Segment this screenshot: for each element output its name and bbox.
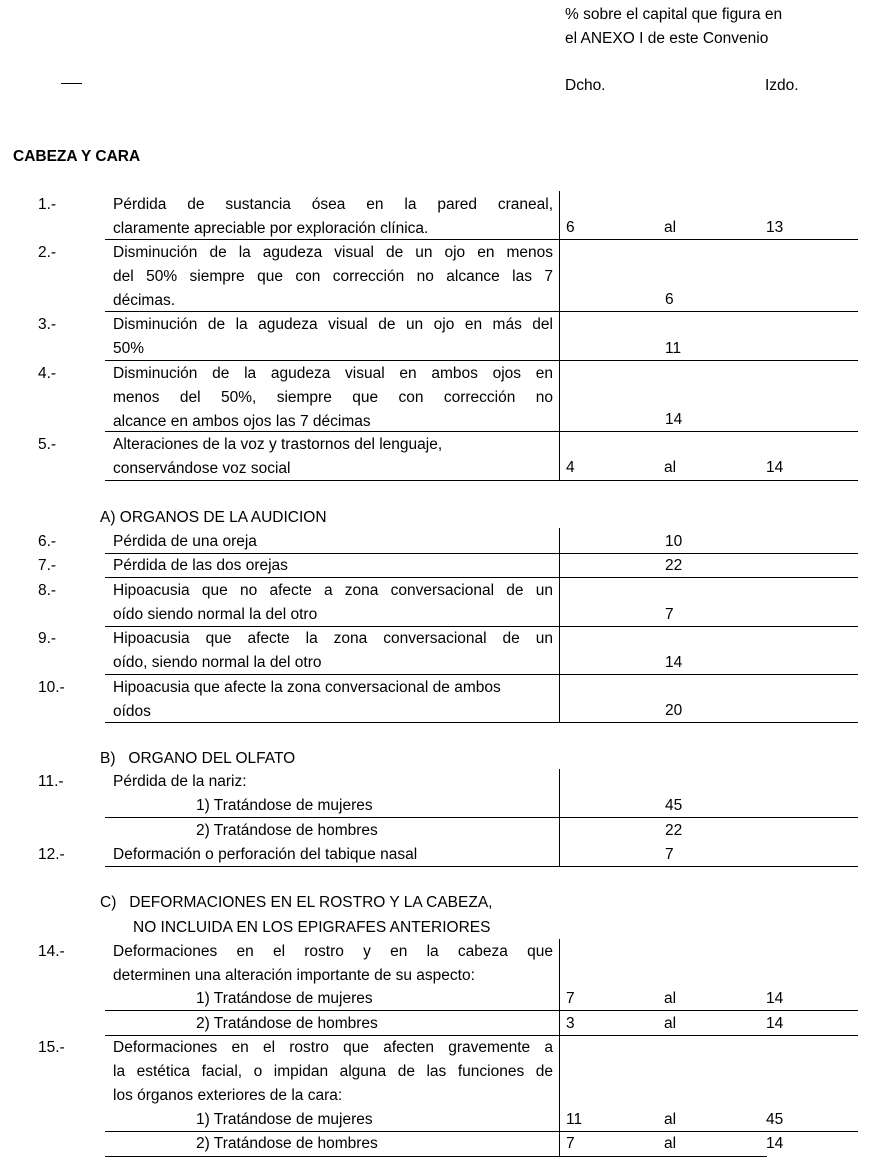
column-divider [559, 528, 560, 722]
item-description: Pérdida de sustancia ósea en la pared craneal, claramente apreciable por exploración clínica. [113, 196, 553, 238]
row-divider [105, 239, 858, 240]
row-divider [105, 480, 858, 481]
item-number: 14.- [38, 943, 65, 960]
item-description: Deformaciones en el rostro y en la cabeza que determinen una alteración importante de su aspecto: [113, 943, 553, 985]
row-divider [105, 866, 858, 867]
item-description: Hipoacusia que afecte la zona conversacional de ambos oídos [113, 679, 501, 721]
value: 7 [665, 846, 674, 863]
item-number: 7.- [38, 557, 57, 574]
subsection-c-title-line2: NO INCLUIDA EN LOS EPIGRAFES ANTERIORES [133, 919, 491, 936]
value-sep: al [664, 1135, 677, 1152]
item-description: Deformaciones en el rostro que afecten gravemente a la estética facial, o impidan alguna de las funciones de los órganos exteriores de la cara: [113, 1039, 553, 1105]
item-description: Pérdida de las dos orejas [113, 557, 288, 574]
value-to: 45 [766, 1111, 784, 1128]
item-description: Deformación o perforación del tabique nasal [113, 846, 418, 863]
item-description: Pérdida de una oreja [113, 533, 257, 550]
value-from: 4 [566, 459, 575, 476]
column-divider [559, 939, 560, 1157]
value-from: 3 [566, 1015, 575, 1032]
dash-mark [61, 83, 82, 84]
subsection-c-title-line1: C) DEFORMACIONES EN EL ROSTRO Y LA CABEZA, [100, 894, 493, 911]
sub-item-label: 2) Tratándose de hombres [196, 822, 378, 839]
value: 20 [665, 702, 683, 719]
sub-item-label: 2) Tratándose de hombres [196, 1015, 378, 1032]
item-description: Hipoacusia que afecte la zona conversacional de un oído, siendo normal la del otro [113, 630, 553, 672]
value-to: 13 [766, 219, 784, 236]
item-number: 1.- [38, 196, 57, 213]
value-from: 11 [566, 1111, 583, 1128]
sub-item-label: 1) Tratándose de mujeres [196, 990, 373, 1007]
value: 14 [665, 411, 683, 428]
value-sep: al [664, 459, 677, 476]
item-description: Hipoacusia que no afecte a zona conversacional de un oído siendo normal la del otro [113, 582, 553, 624]
item-description: Pérdida de la nariz: [113, 773, 247, 790]
column-divider [559, 191, 560, 481]
value-to: 14 [766, 1135, 784, 1152]
item-number: 5.- [38, 436, 57, 453]
item-description: Disminución de la agudeza visual en ambos ojos en menos del 50%, siempre que con corrección no alcance en ambos ojos las 7 décimas [113, 365, 553, 431]
value: 22 [665, 822, 683, 839]
sub-item-label: 1) Tratándose de mujeres [196, 797, 373, 814]
row-divider [105, 1156, 767, 1157]
capital-header-line2: el ANEXO I de este Convenio [565, 30, 769, 47]
value-sep: al [664, 1015, 677, 1032]
value: 45 [665, 797, 683, 814]
item-number: 6.- [38, 533, 57, 550]
value-from: 6 [566, 219, 575, 236]
item-number: 15.- [38, 1039, 65, 1056]
item-number: 11.- [38, 773, 64, 790]
subsection-a-title: A) ORGANOS DE LA AUDICION [100, 509, 327, 526]
sub-item-label: 2) Tratándose de hombres [196, 1135, 378, 1152]
column-header-dcho: Dcho. [565, 77, 606, 94]
item-description: Disminución de la agudeza visual de un ojo en más del 50% [113, 316, 553, 358]
item-number: 12.- [38, 846, 65, 863]
value-to: 14 [766, 1015, 784, 1032]
row-divider [105, 431, 858, 432]
value-to: 14 [766, 459, 784, 476]
item-number: 10.- [38, 679, 65, 696]
row-divider [105, 311, 858, 312]
row-divider [105, 1010, 858, 1011]
value-from: 7 [566, 990, 575, 1007]
item-number: 8.- [38, 582, 57, 599]
row-divider [105, 360, 858, 361]
value: 14 [665, 654, 683, 671]
capital-header-line1: % sobre el capital que figura en [565, 6, 783, 23]
value-sep: al [664, 1111, 677, 1128]
row-divider [105, 722, 858, 723]
value-sep: al [664, 219, 677, 236]
value-from: 7 [566, 1135, 575, 1152]
row-divider [105, 674, 858, 675]
row-divider [105, 577, 858, 578]
item-number: 9.- [38, 630, 57, 647]
value: 7 [665, 606, 674, 623]
value: 10 [665, 533, 683, 550]
column-header-izdo: Izdo. [765, 77, 799, 94]
item-number: 4.- [38, 365, 57, 382]
value: 11 [665, 340, 682, 357]
item-number: 3.- [38, 316, 57, 333]
sub-item-label: 1) Tratándose de mujeres [196, 1111, 373, 1128]
value: 22 [665, 557, 683, 574]
row-divider [105, 817, 858, 818]
subsection-b-title: B) ORGANO DEL OLFATO [100, 750, 296, 767]
section-title: CABEZA Y CARA [13, 148, 141, 165]
item-number: 2.- [38, 244, 57, 261]
value-to: 14 [766, 990, 784, 1007]
item-description: Alteraciones de la voz y trastornos del lenguaje, conservándose voz social [113, 436, 443, 478]
value-sep: al [664, 990, 677, 1007]
item-description: Disminución de la agudeza visual de un ojo en menos del 50% siempre que con corrección no alcance las 7 décimas. [113, 244, 553, 310]
value: 6 [665, 291, 674, 308]
